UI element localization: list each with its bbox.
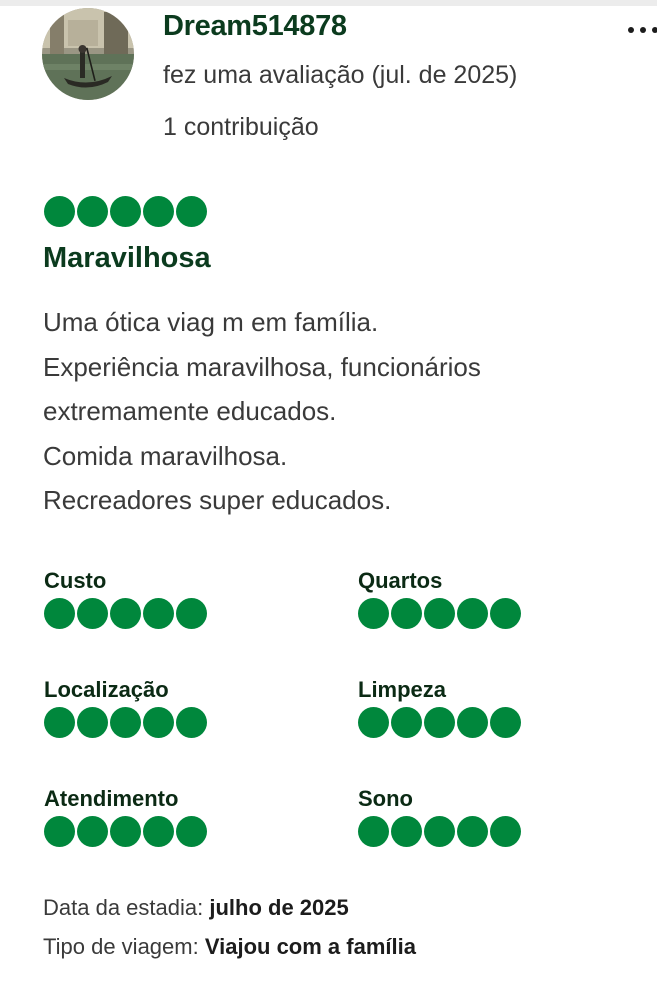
more-dot: [652, 27, 657, 33]
rating-bubble-icon: [457, 816, 488, 847]
rating-bubble-icon: [110, 707, 141, 738]
sub-rating-bubbles: [44, 598, 207, 629]
rating-bubble-icon: [77, 196, 108, 227]
top-divider: [0, 0, 657, 6]
trip-type: [43, 934, 416, 960]
sub-rating-label: Limpeza: [358, 677, 447, 702]
rating-bubble-icon: [44, 598, 75, 629]
sub-rating-bubbles: [358, 707, 521, 738]
rating-bubble-icon: [490, 816, 521, 847]
sub-rating-bubbles: [358, 598, 521, 629]
rating-bubble-icon: [391, 816, 422, 847]
review-text-line: Recreadores super educados.: [43, 485, 392, 515]
stay-date: [43, 895, 349, 921]
rating-bubble-icon: [143, 707, 174, 738]
trip-type-value: Viajou com a família: [204, 934, 416, 959]
rating-bubble-icon: [143, 816, 174, 847]
rating-bubble-icon: [424, 598, 455, 629]
review-text-line: extremamente educados.: [43, 396, 337, 426]
stay-date-value: julho de 2025: [209, 895, 349, 920]
rating-bubble-icon: [176, 816, 207, 847]
rating-bubble-icon: [176, 707, 207, 738]
reviewer-username[interactable]: Dream514878: [163, 10, 347, 42]
rating-bubble-icon: [358, 598, 389, 629]
rating-bubble-icon: [44, 196, 75, 227]
contribution-count: 1 contribuição: [163, 113, 319, 141]
sub-rating-label: Sono: [358, 786, 413, 811]
rating-bubble-icon: [77, 598, 108, 629]
rating-bubble-icon: [176, 598, 207, 629]
rating-bubble-icon: [143, 598, 174, 629]
rating-bubble-icon: [176, 196, 207, 227]
rating-bubble-icon: [358, 816, 389, 847]
rating-bubble-icon: [44, 707, 75, 738]
more-dot: [640, 27, 646, 33]
sub-rating-bubbles: [44, 707, 207, 738]
trip-type-label: Tipo de viagem:: [43, 934, 199, 959]
more-dot: [628, 27, 634, 33]
rating-bubble-icon: [391, 598, 422, 629]
review-text-line: Experiência maravilhosa, funcionários: [43, 351, 481, 382]
rating-bubble-icon: [457, 707, 488, 738]
rating-bubble-icon: [490, 598, 521, 629]
rating-bubble-icon: [490, 707, 521, 738]
rating-bubble-icon: [77, 707, 108, 738]
sub-rating-label: Custo: [44, 568, 107, 593]
rating-bubble-icon: [110, 816, 141, 847]
rating-bubble-icon: [424, 707, 455, 738]
avatar[interactable]: [42, 8, 134, 100]
sub-rating-bubbles: [358, 816, 521, 847]
rating-bubble-icon: [391, 707, 422, 738]
review-action-date: fez uma avaliação (jul. de 2025): [163, 61, 518, 89]
rating-bubble-icon: [424, 816, 455, 847]
rating-bubble-icon: [110, 196, 141, 227]
overall-rating-bubbles: [44, 196, 207, 227]
rating-bubble-icon: [110, 598, 141, 629]
sub-rating-label: Localização: [44, 677, 169, 702]
sub-rating-bubbles: [44, 816, 207, 847]
review-text-line: Comida maravilhosa.: [43, 440, 288, 471]
gondola-photo-avatar: [42, 8, 134, 100]
rating-bubble-icon: [77, 816, 108, 847]
review-title: Maravilhosa: [43, 242, 211, 274]
rating-bubble-icon: [44, 816, 75, 847]
review-text-line: Uma ótica viag m em família.: [43, 307, 379, 337]
more-options-icon[interactable]: [628, 20, 657, 40]
rating-bubble-icon: [457, 598, 488, 629]
sub-rating-label: Quartos: [358, 568, 443, 593]
sub-rating-label: Atendimento: [44, 786, 179, 811]
rating-bubble-icon: [143, 196, 174, 227]
rating-bubble-icon: [358, 707, 389, 738]
review-body: [43, 300, 643, 523]
stay-date-label: Data da estadia:: [43, 895, 204, 920]
